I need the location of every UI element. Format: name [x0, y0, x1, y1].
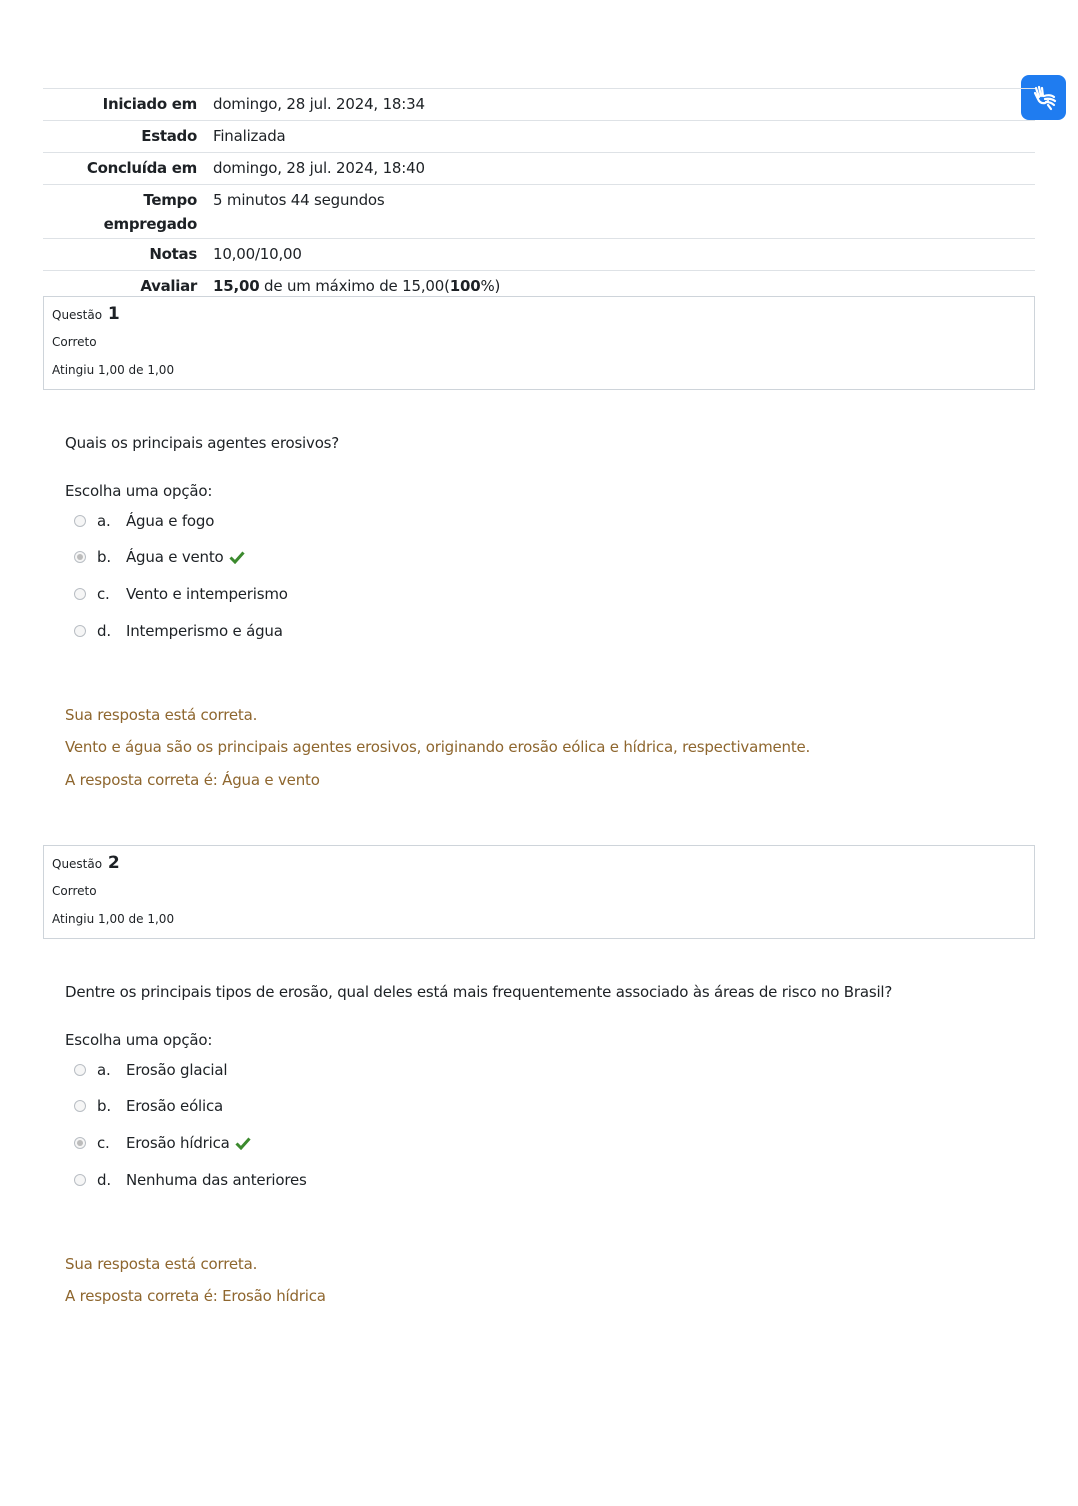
attempt-summary [43, 88, 1035, 303]
question-state: Correto [52, 335, 97, 349]
state-value: Finalizada [213, 127, 286, 145]
question-state: Correto [52, 884, 97, 898]
question-label: Questão [52, 308, 103, 322]
option-letter: c. [97, 585, 110, 603]
question-number [52, 304, 120, 324]
q1-option-a[interactable] [74, 509, 214, 533]
summary-row-started [43, 89, 1035, 121]
completed-label: Concluída em [86, 159, 197, 177]
started-label: Iniciado em [102, 95, 197, 113]
option-text: Intemperismo e água [126, 622, 283, 640]
option-text: Erosão hídrica [126, 1134, 230, 1152]
radio-button[interactable] [74, 1174, 86, 1186]
q2-option-b[interactable] [74, 1094, 223, 1118]
option-letter: d. [97, 1171, 111, 1189]
radio-button[interactable] [74, 1064, 86, 1076]
question-1-info [43, 296, 1035, 390]
summary-row-time [43, 185, 1035, 239]
q2-feedback-status: Sua resposta está correta. [65, 1255, 258, 1273]
radio-button-selected[interactable] [74, 551, 86, 563]
option-text: Erosão eólica [126, 1097, 224, 1115]
option-letter: a. [97, 512, 111, 530]
grade-middle: de um máximo de 15,00( [259, 277, 450, 295]
radio-button[interactable] [74, 515, 86, 527]
q1-option-b[interactable] [74, 545, 245, 569]
check-icon [229, 550, 245, 564]
question-1-text: Quais os principais agentes erosivos? [65, 434, 340, 452]
summary-row-state [43, 121, 1035, 153]
question-grade: Atingiu 1,00 de 1,00 [52, 363, 175, 377]
question-grade: Atingiu 1,00 de 1,00 [52, 912, 175, 926]
option-letter: d. [97, 622, 111, 640]
radio-button[interactable] [74, 625, 86, 637]
completed-value: domingo, 28 jul. 2024, 18:40 [213, 159, 425, 177]
started-value: domingo, 28 jul. 2024, 18:34 [213, 95, 425, 113]
marks-label: Notas [149, 245, 197, 263]
radio-button[interactable] [74, 588, 86, 600]
option-letter: b. [97, 548, 111, 566]
grade-percent: 100 [449, 277, 481, 295]
q2-feedback-right-answer: A resposta correta é: Erosão hídrica [65, 1287, 326, 1305]
question-number-value: 2 [107, 853, 120, 873]
grade-value [213, 274, 1035, 298]
time-label-line1: Tempo [143, 191, 197, 209]
summary-row-marks [43, 239, 1035, 271]
question-number-value: 1 [107, 304, 120, 324]
time-label-line2: empregado [103, 215, 197, 233]
question-2-info [43, 845, 1035, 939]
marks-value: 10,00/10,00 [213, 245, 302, 263]
time-label [43, 188, 213, 236]
grade-label: Avaliar [140, 277, 197, 295]
question-2-text: Dentre os principais tipos de erosão, qual deles está mais frequentemente associado às áreas de risco no Brasil? [65, 983, 893, 1001]
question-1-prompt: Escolha uma opção: [65, 482, 213, 500]
q1-feedback-right-answer: A resposta correta é: Água e vento [65, 771, 320, 789]
q2-option-c[interactable] [74, 1131, 251, 1155]
question-2-prompt: Escolha uma opção: [65, 1031, 213, 1049]
question-label: Questão [52, 857, 103, 871]
time-value: 5 minutos 44 segundos [213, 191, 385, 209]
grade-score: 15,00 [213, 277, 260, 295]
grade-end: %) [480, 277, 501, 295]
option-text: Vento e intemperismo [126, 585, 288, 603]
option-text: Água e vento [126, 548, 224, 566]
question-number [52, 853, 120, 873]
option-text: Nenhuma das anteriores [126, 1171, 307, 1189]
radio-button[interactable] [74, 1100, 86, 1112]
radio-button-selected[interactable] [74, 1137, 86, 1149]
state-label: Estado [141, 127, 197, 145]
q1-option-c[interactable] [74, 582, 288, 606]
option-letter: c. [97, 1134, 110, 1152]
option-letter: a. [97, 1061, 111, 1079]
option-text: Água e fogo [126, 512, 215, 530]
q2-option-d[interactable] [74, 1168, 307, 1192]
option-letter: b. [97, 1097, 111, 1115]
summary-row-completed [43, 153, 1035, 185]
q1-feedback-general: Vento e água são os principais agentes erosivos, originando erosão eólica e hídrica, respectivamente. [65, 738, 811, 756]
q2-option-a[interactable] [74, 1058, 227, 1082]
q1-option-d[interactable] [74, 619, 283, 643]
q1-feedback-status: Sua resposta está correta. [65, 706, 258, 724]
check-icon [235, 1136, 251, 1150]
option-text: Erosão glacial [126, 1061, 228, 1079]
